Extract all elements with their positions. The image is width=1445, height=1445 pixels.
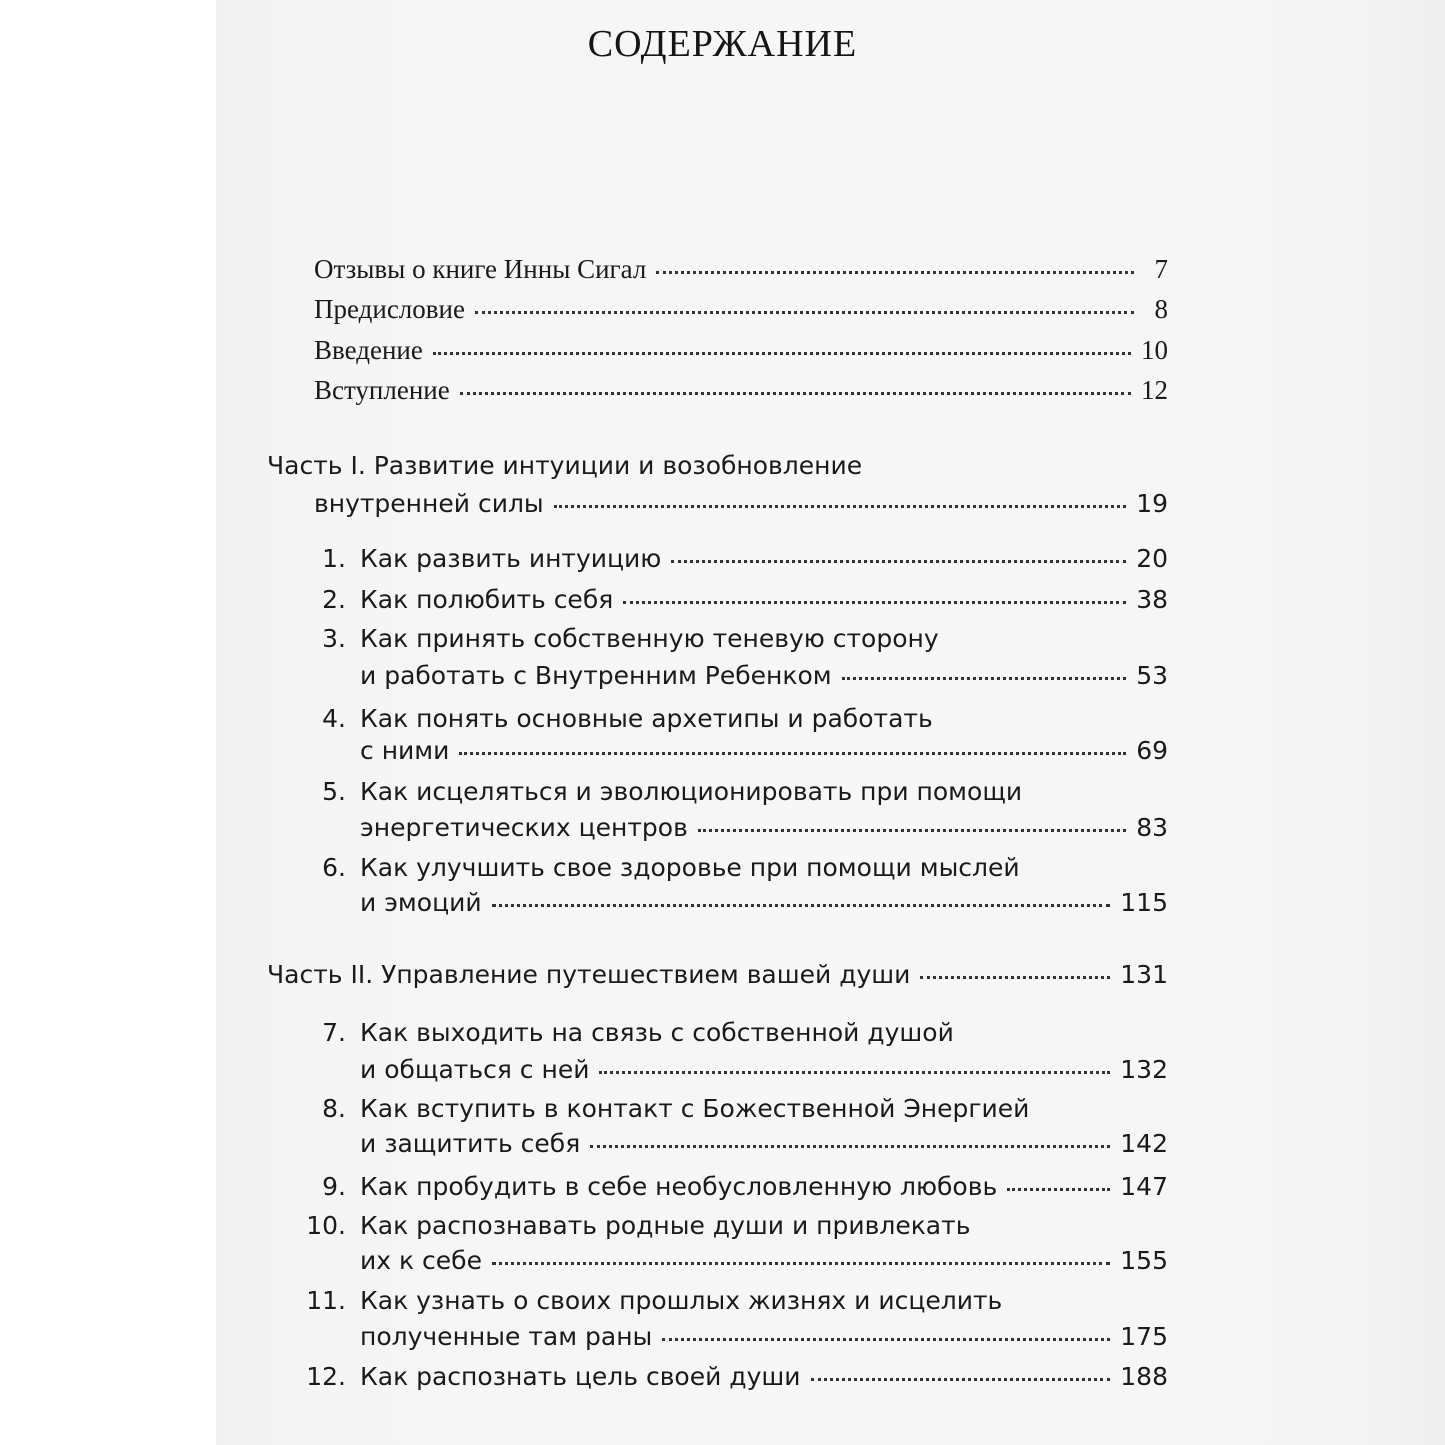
chapter-number: 9. <box>322 1172 346 1201</box>
toc-page-number: 132 <box>1120 1055 1168 1084</box>
leader-dots <box>656 271 1134 274</box>
leader-dots <box>459 752 1126 755</box>
toc-entry-title[interactable]: Как выходить на связь с собственной душой <box>360 1018 954 1047</box>
toc-chapter-5[interactable] <box>360 813 1168 843</box>
toc-entry-title: Предисловие <box>314 294 465 324</box>
toc-entry-title-cont: и работать с Внутренним Ребенком <box>360 661 832 690</box>
toc-entry-preamble[interactable] <box>314 375 1168 405</box>
toc-entry-title: Часть II. Управление путешествием вашей души <box>267 960 911 989</box>
toc-entry-title[interactable]: Как узнать о своих прошлых жизнях и исцелить <box>360 1286 1003 1315</box>
toc-chapter-7[interactable] <box>360 1055 1168 1085</box>
toc-entry-title-cont: и эмоций <box>360 888 482 917</box>
toc-page-number: 175 <box>1120 1322 1168 1351</box>
toc-entry-title[interactable]: Как принять собственную теневую сторону <box>360 624 939 653</box>
chapter-number: 8. <box>322 1094 346 1123</box>
part1-heading-cont[interactable] <box>314 489 1168 519</box>
toc-page-number: 38 <box>1136 585 1168 614</box>
toc-page-number: 155 <box>1120 1246 1168 1275</box>
part2-heading[interactable] <box>267 960 1168 990</box>
toc-page-number: 131 <box>1120 960 1168 989</box>
toc-chapter-6[interactable] <box>360 888 1168 918</box>
toc-entry-title: Вступление <box>314 375 450 405</box>
toc-entry-foreword[interactable] <box>314 294 1168 324</box>
chapter-number: 11. <box>306 1286 346 1315</box>
leader-dots <box>623 601 1126 604</box>
leader-dots <box>554 505 1127 508</box>
leader-dots <box>1007 1188 1110 1191</box>
toc-entry-title-cont: полученные там раны <box>360 1322 653 1351</box>
toc-chapter-2[interactable] <box>360 585 1168 615</box>
toc-page-number: 53 <box>1136 661 1168 690</box>
toc-entry-title[interactable]: Как исцеляться и эволюционировать при помощи <box>360 777 1023 806</box>
leader-dots <box>492 1262 1110 1265</box>
toc-entry-title: Как пробудить в себе необусловленную любовь <box>360 1172 998 1201</box>
chapter-number: 2. <box>322 585 346 614</box>
leader-dots <box>811 1378 1111 1381</box>
leader-dots <box>492 904 1111 907</box>
toc-page-number: 8 <box>1154 294 1168 324</box>
leader-dots <box>662 1338 1110 1341</box>
toc-entry-title-cont: и общаться с ней <box>360 1055 590 1084</box>
toc-entry-title[interactable]: Как распознавать родные души и привлекать <box>360 1211 971 1240</box>
toc-entry-title[interactable]: Как улучшить свое здоровье при помощи мыслей <box>360 853 1020 882</box>
toc-chapter-10[interactable] <box>360 1246 1168 1276</box>
toc-chapter-4[interactable] <box>360 736 1168 766</box>
leader-dots <box>475 311 1134 314</box>
chapter-number: 12. <box>306 1362 346 1391</box>
part1-heading[interactable]: Часть I. Развитие интуиции и возобновление <box>267 451 863 480</box>
leader-dots <box>433 352 1131 355</box>
leader-dots <box>671 560 1126 563</box>
toc-entry-title: внутренней силы <box>314 489 544 518</box>
chapter-number: 5. <box>322 777 346 806</box>
toc-entry-reviews[interactable] <box>314 254 1168 284</box>
toc-entry-title[interactable]: Как вступить в контакт с Божественной Энергией <box>360 1094 1030 1123</box>
chapter-number: 4. <box>322 704 346 733</box>
leader-dots <box>920 976 1110 979</box>
toc-chapter-12[interactable] <box>360 1362 1168 1392</box>
toc-entry-title: Как развить интуицию <box>360 544 662 573</box>
toc-page-number: 147 <box>1120 1172 1168 1201</box>
toc-entry-title-cont: с ними <box>360 736 450 765</box>
leader-dots <box>590 1145 1110 1148</box>
leader-dots <box>698 829 1126 832</box>
toc-page-number: 142 <box>1120 1129 1168 1158</box>
leader-dots <box>842 677 1127 680</box>
toc-page-number: 12 <box>1141 375 1168 405</box>
chapter-number: 6. <box>322 853 346 882</box>
toc-page-number: 69 <box>1136 736 1168 765</box>
toc-entry-title-cont: и защитить себя <box>360 1129 581 1158</box>
toc-entry-title: Отзывы о книге Инны Сигал <box>314 254 647 284</box>
chapter-number: 10. <box>306 1211 346 1240</box>
toc-entry-title-cont: энергетических центров <box>360 813 688 842</box>
toc-entry-introduction[interactable] <box>314 335 1168 365</box>
toc-entry-title-cont: их к себе <box>360 1246 482 1275</box>
toc-chapter-11[interactable] <box>360 1322 1168 1352</box>
toc-page-number: 7 <box>1154 254 1168 284</box>
toc-entry-title: Как полюбить себя <box>360 585 614 614</box>
toc-page-number: 10 <box>1141 335 1168 365</box>
toc-entry-title[interactable]: Как понять основные архетипы и работать <box>360 704 933 733</box>
chapter-number: 1. <box>322 544 346 573</box>
leader-dots <box>460 392 1131 395</box>
toc-entry-title: Введение <box>314 335 423 365</box>
chapter-number: 7. <box>322 1018 346 1047</box>
toc-page-number: 115 <box>1120 888 1168 917</box>
chapter-number: 3. <box>322 624 346 653</box>
page-title: СОДЕРЖАНИЕ <box>587 23 858 65</box>
toc-page-number: 188 <box>1120 1362 1168 1391</box>
toc-chapter-1[interactable] <box>360 544 1168 574</box>
toc-page-number: 19 <box>1136 489 1168 518</box>
toc-chapter-3[interactable] <box>360 661 1168 691</box>
leader-dots <box>599 1071 1110 1074</box>
toc-entry-title: Как распознать цель своей души <box>360 1362 801 1391</box>
toc-page-number: 20 <box>1136 544 1168 573</box>
toc-chapter-9[interactable] <box>360 1172 1168 1202</box>
toc-page-number: 83 <box>1136 813 1168 842</box>
toc-chapter-8[interactable] <box>360 1129 1168 1159</box>
